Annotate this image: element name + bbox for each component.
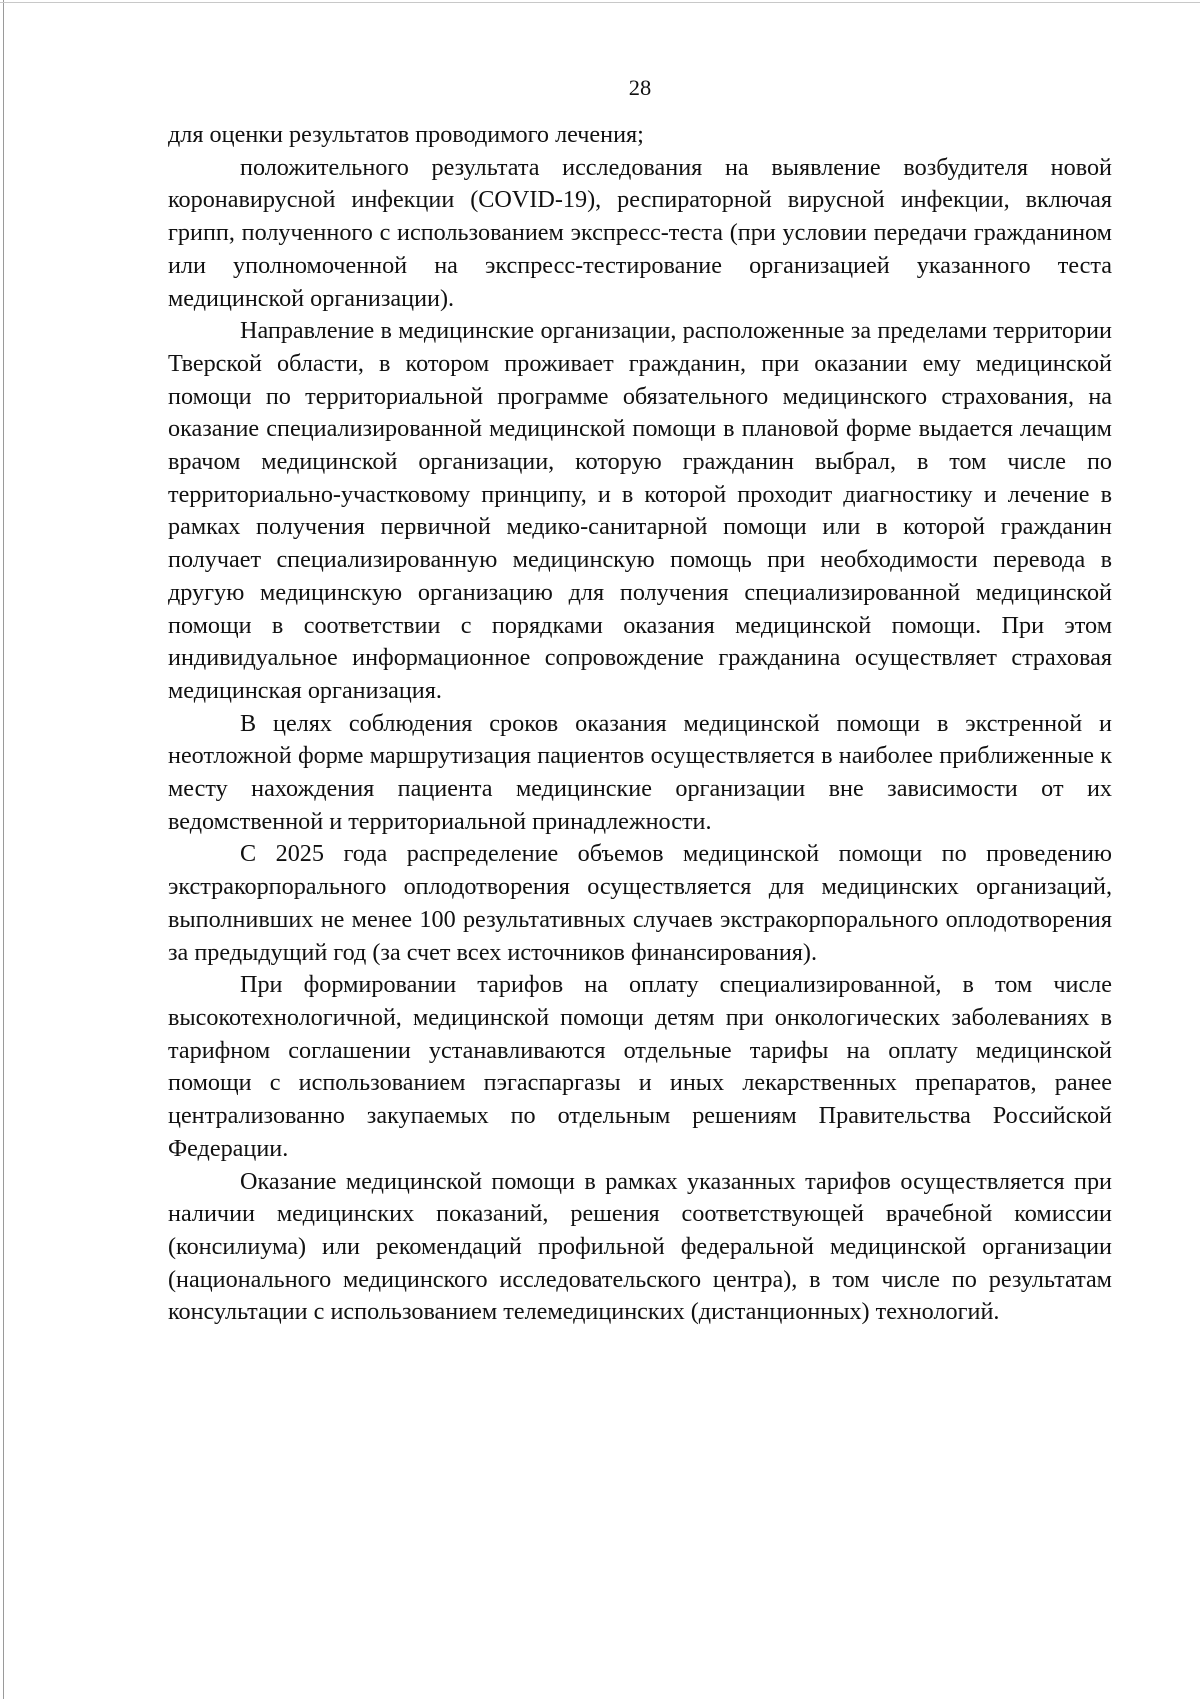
paragraph-4: В целях соблюдения сроков оказания медицинской помощи в экстренной и неотложной форме маршрутизация пациентов осуществляется в наиболее приближенные к месту нахождения пациента медицинские организации вне зависимости от их ведомственной и территориальной принадлежности.: [168, 709, 1112, 835]
paragraph-6: При формировании тарифов на оплату специализированной, в том числе высокотехнологичной, медицинской помощи детям при онкологических заболеваниях в тарифном соглашении устанавливаются отдельные тарифы на оплату медицинской помощи с использованием пэгаспаргазы и иных лекарственных препаратов, ранее централизованно закупаемых по отдельным решениям Правительства Российской Федерации.: [168, 971, 1112, 1162]
paragraph-2: положительного результата исследования на выявление возбудителя новой коронавирусной инфекции (COVID-19), респираторной вирусной инфекции, включая грипп, полученного с использованием экспресс-теста (при условии передачи гражданином или уполномоченной на экспресс-тестирование организацией указанного теста медицинской организации).: [168, 153, 1112, 312]
paragraph-1-continuation: для оценки результатов проводимого лечения;: [168, 121, 644, 148]
paragraph-5: С 2025 года распределение объемов медицинской помощи по проведению экстракорпорального оплодотворения осуществляется для медицинских организаций, выполнивших не менее 100 результативных случаев экстракорпорального оплодотворения за предыдущий год (за счет всех источников финансирования).: [168, 840, 1112, 966]
scan-edge-left: [3, 0, 4, 1699]
scan-edge-top: [0, 2, 1200, 3]
page-number: 28: [628, 75, 652, 100]
document-body: [168, 119, 1112, 1329]
paragraph-3: Направление в медицинские организации, расположенные за пределами территории Тверской области, в котором проживает гражданин, при оказании ему медицинской помощи по территориальной программе обязательного медицинского страхования, на оказание специализированной медицинской помощи в плановой форме выдается лечащим врачом медицинской организации, которую гражданин выбрал, в том числе по территориально-участковому принципу, и в которой проходит диагностику и лечение в рамках получения первичной медико-санитарной помощи или в которой гражданин получает специализированную медицинскую помощь при необходимости перевода в другую медицинскую организацию для получения специализированной медицинской помощи в соответствии с порядками оказания медицинской помощи. При этом индивидуальное информационное сопровождение гражданина осуществляет страховая медицинская организация.: [168, 317, 1112, 704]
paragraph-7: Оказание медицинской помощи в рамках указанных тарифов осуществляется при наличии медицинских показаний, решения соответствующей врачебной комиссии (консилиума) или рекомендаций профильной федеральной медицинской организации (национального медицинского исследовательского центра), в том числе по результатам консультации с использованием телемедицинских (дистанционных) технологий.: [168, 1167, 1112, 1326]
